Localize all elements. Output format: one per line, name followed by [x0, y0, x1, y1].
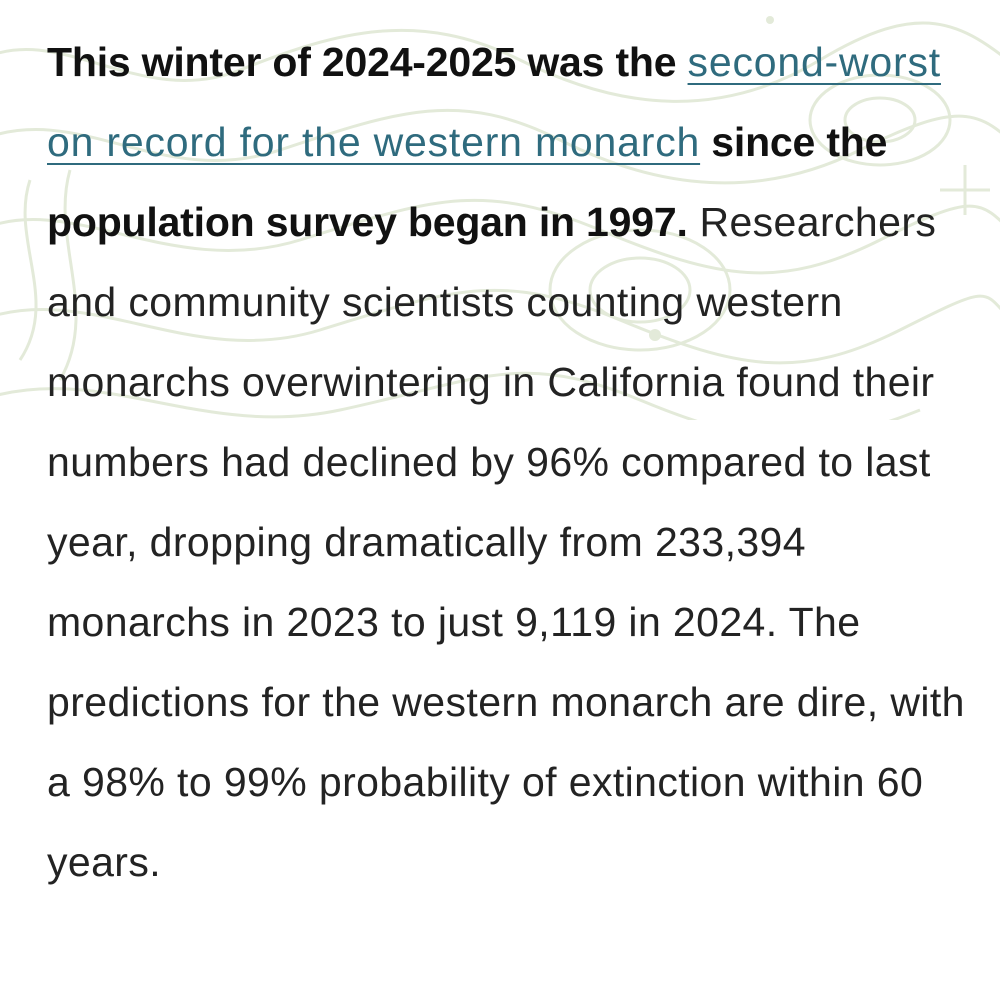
- lead-text-after-link: since the population survey began in 1997.: [47, 119, 888, 245]
- second-worst-record-link[interactable]: second-worst on record for the western monarch: [47, 39, 941, 165]
- lead-text-before-link: This winter of 2024-2025 was the: [47, 39, 688, 85]
- article-paragraph: [47, 22, 977, 902]
- article-body-text: Researchers and community scientists counting western monarchs overwintering in California found their numbers had declined by 96% compared to last year, dropping dramatically from 233,394 monarchs in 2023 to just 9,119 in 2024. The predictions for the western monarch are dire, with a 98% to 99% probability of extinction within 60 years.: [47, 199, 965, 885]
